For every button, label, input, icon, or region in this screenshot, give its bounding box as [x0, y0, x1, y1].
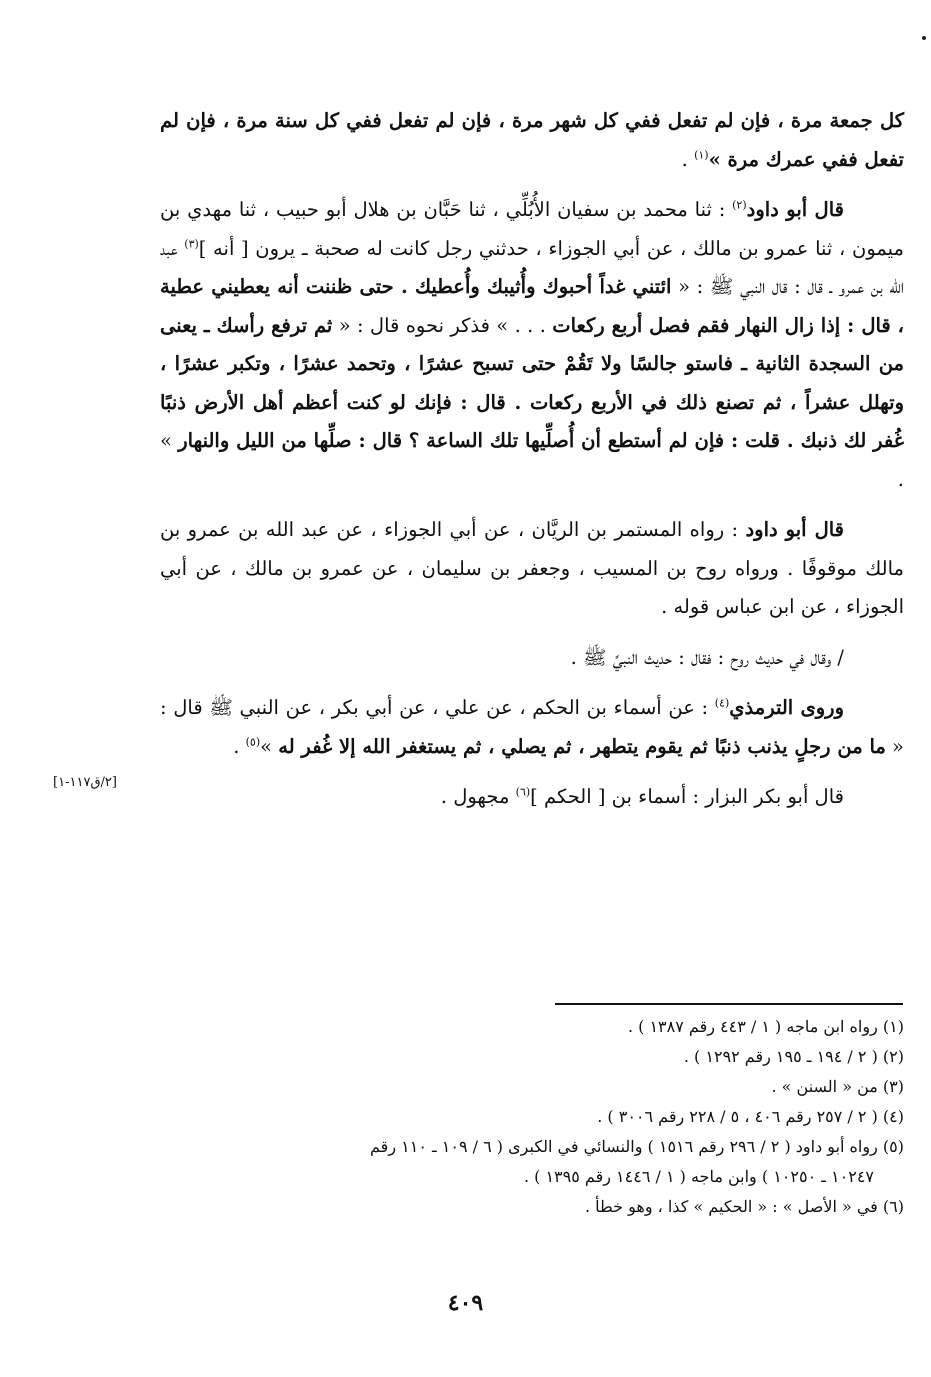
text-run: : ثنا محمد بن سفيان الأُبُلِّي ، ثنا حَبَّان بن هلال أبو حبيب ، ثنا مهدي بن ميمون ، ثنا عمرو بن مالك ، عن أبي الجوزاء ، حدثني رجل كانت له صحبة ـ يرون [ أنه ] — [160, 198, 904, 260]
manuscript-folio-reference: [٢/ق١١٧-١] — [53, 775, 117, 790]
footnote-line: (٣) من « السنن » . — [771, 1077, 904, 1096]
footnote-marker: (٥) — [245, 735, 261, 748]
paragraph-5 — [160, 689, 904, 766]
paragraph-6 — [160, 778, 904, 817]
footnote-line: (١) رواه ابن ماجه ( ١ / ٤٤٣ رقم ١٣٨٧ ) . — [627, 1017, 904, 1036]
margin-dot — [922, 36, 926, 40]
bold-text: قال أبو داود — [745, 518, 844, 541]
paragraph-1 — [160, 102, 904, 179]
text-run: : رواه المستمر بن الريَّان ، عن أبي الجوزاء ، عن عبد الله بن عمرو بن مالك موقوفًا . ورواه روح بن المسيب ، وجعفر بن سليمان ، عن عمرو بن مالك ، عن أبي الجوزاء ، عن ابن عباس قوله . — [160, 518, 904, 618]
footnote-separator — [555, 1003, 903, 1005]
paragraph-4 — [160, 639, 904, 678]
bold-text: وروى الترمذي — [729, 696, 844, 719]
footnote-line: (٤) ( ٢ / ٢٥٧ رقم ٤٠٦ ، ٥ / ٢٢٨ رقم ٣٠٠٦ ) . — [597, 1107, 904, 1126]
text-run: عبد الله بن عمرو ـ قال : قال النبي ﷺ : « — [160, 236, 904, 298]
bold-text: ائتني غداً أحبوك وأُثيبك وأُعطيك . حتى ظننت أنه يعطيني عطية ، قال : إذا زال النهار فقم فصل أربع ركعات — [160, 275, 904, 337]
main-text — [160, 102, 904, 817]
footnotes — [160, 1012, 904, 1222]
text-run: / وقال في حديث روح : فقال : حديث النبيِّ ﷺ . — [570, 645, 844, 669]
footnote-marker: (٢) — [732, 198, 747, 212]
footnote-line: (٢) ( ٢ / ١٩٤ ـ ١٩٥ رقم ١٢٩٢ ) . — [683, 1047, 904, 1066]
text-run: . . . » فذكر نحوه قال : « — [332, 313, 553, 337]
text-run: » . — [160, 429, 904, 491]
paragraph-2 — [160, 191, 904, 499]
text-run: . — [681, 147, 695, 171]
bold-text: ما من رجلٍ يذنب ذنبًا ثم يقوم يتطهر ، ثم يصلي ، ثم يستغفر الله إلا غُفر له — [278, 734, 886, 758]
footnote-marker: (٣) — [184, 237, 199, 250]
footnote-marker: (٦) — [515, 785, 531, 799]
footnote-marker: (٤) — [714, 696, 730, 710]
footnote-line: ١٠٢٤٧ ـ ١٠٢٥٠ ) وابن ماجه ( ١ / ١٤٤٦ رقم ١٣٩٥ ) . — [523, 1167, 874, 1186]
text-run: مجهول . — [440, 785, 516, 808]
paragraph-3 — [160, 511, 904, 627]
footnote-line: (٦) في « الأصل » : « الحكيم » كذا ، وهو خطأ . — [585, 1197, 904, 1216]
bold-text: قال أبو داود — [746, 198, 844, 221]
text-run: : عن أسماء بن الحكم ، عن علي ، عن أبي بكر ، عن النبي ﷺ قال : « — [160, 696, 904, 758]
text-run: . — [233, 734, 246, 758]
text-run: قال أبو بكر البزار : أسماء بن [ الحكم ] — [530, 785, 844, 808]
footnote-marker: (١) — [694, 148, 709, 161]
bold-text: ثم ترفع رأسك ـ يعنى من السجدة الثانية ـ فاستو جالسًا ولا تَقُمْ حتى تسبح عشرًا ، وتحمد عشرًا ، وتكبر عشرًا ، وتهلل عشراً ، ثم تصنع ذلك في الأربع ركعات . قال : فإنك لو كنت أعظم أهل الأرض ذنبًا غُفر لك ذنبك . قلت : فإن لم أستطع أن أُصلِّيها تلك الساعة ؟ قال : صلِّها من الليل والنهار — [160, 313, 904, 452]
page-number: ٤٠٩ — [447, 1290, 484, 1316]
bold-text: كل جمعة مرة ، فإن لم تفعل ففي كل شهر مرة ، فإن لم تفعل ففي كل سنة مرة ، فإن لم تفعل ففي عمرك مرة » — [160, 109, 904, 171]
footnote-line: (٥) رواه أبو داود ( ٢ / ٢٩٦ رقم ١٥١٦ ) والنسائي في الكبرى ( ٦ / ١٠٩ ـ ١١٠ رقم — [370, 1137, 904, 1156]
text-run: » — [260, 734, 279, 758]
